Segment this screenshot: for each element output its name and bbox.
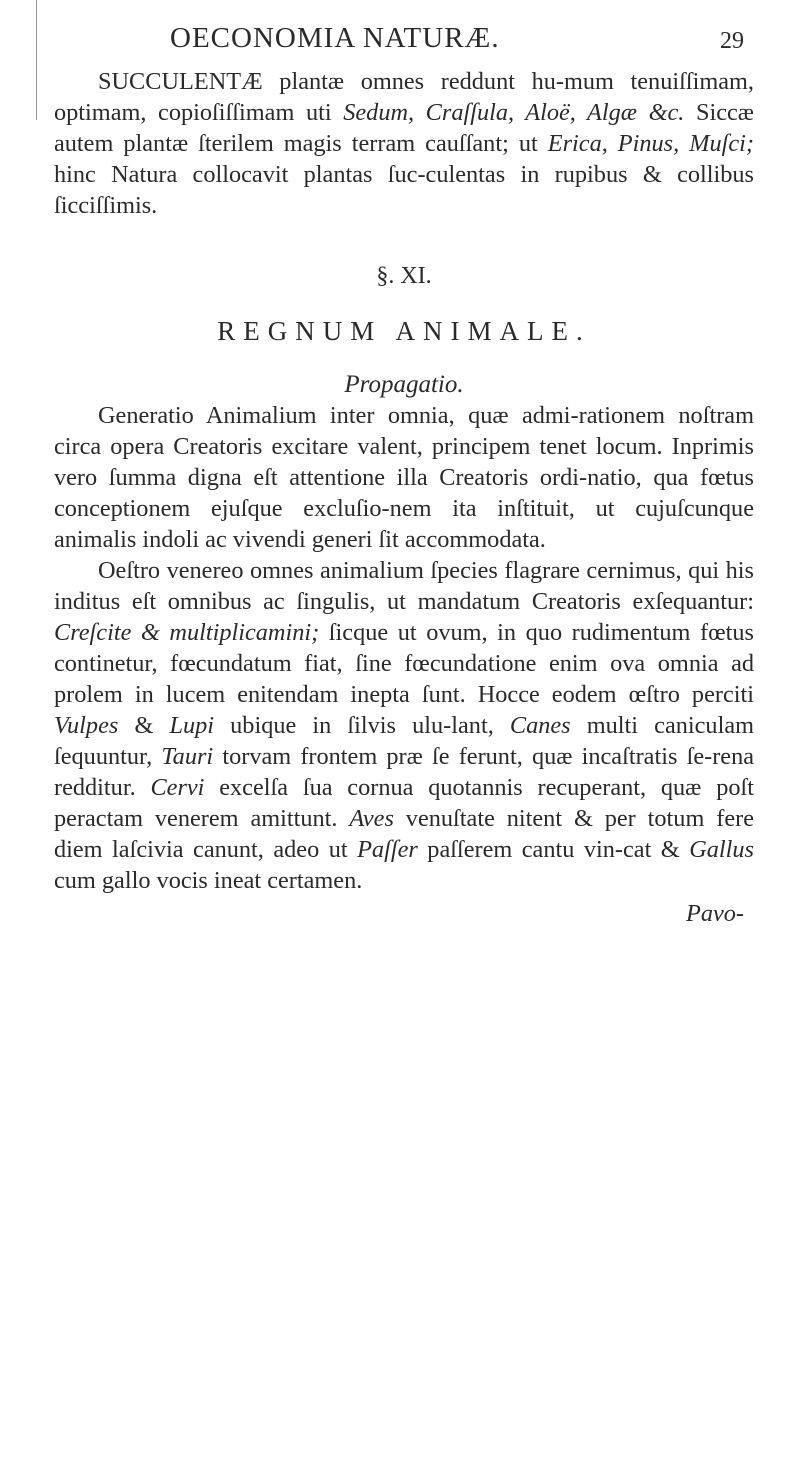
section-title: REGNUM ANIMALE. bbox=[217, 316, 591, 346]
section-subtitle: Propagatio. bbox=[344, 371, 464, 398]
text-segment: cum gallo vocis ineat certamen. bbox=[54, 867, 363, 894]
page-body bbox=[54, 66, 754, 929]
text-segment: torvam frontem præ ſe ferunt, quæ incaſtratis ſe-rena redditur. bbox=[54, 743, 754, 801]
italic-plant-names: Erica, Pinus, Muſci; bbox=[547, 130, 754, 157]
lead-word: SUCCULENTÆ bbox=[98, 68, 263, 95]
text-segment: ubique in ſilvis ulu-lant, bbox=[214, 712, 510, 739]
text-segment: plantæ omnes reddunt hu-mum tenuiſſimam, optimam, copioſiſſimam uti bbox=[54, 68, 754, 126]
text-segment: Siccæ autem plantæ ſterilem magis terram cauſſant; ut bbox=[54, 99, 754, 157]
paragraph-generatio: Generatio Animalium inter omnia, quæ admi-rationem noſtram circa opera Creatoris excitare valent, principem tenet locum. Inprimis vero ſumma digna eſt attentione illa Creatoris ordi-natio, qua fœtus conceptionem ejuſque excluſio-nem ita inſtituit, ut cujuſcunque animalis indoli ac vivendi generi ſit accommodata. bbox=[54, 402, 754, 553]
catchword: Pavo- bbox=[685, 900, 744, 927]
paragraph-succulentae bbox=[54, 66, 754, 221]
paragraph-oestro bbox=[54, 555, 754, 896]
italic-plant-names: Sedum, Craſſula, Aloë, Algæ &c. bbox=[343, 99, 685, 126]
text-segment: ſicque ut ovum, in quo rudimentum fœtus continetur, fœcundatum fiat, ſine fœcundatione enim ova omnia ad prolem in lucem enitendam inepta ſunt. Hocce eodem œſtro perciti bbox=[54, 619, 754, 708]
italic-animal: Canes bbox=[509, 712, 571, 739]
italic-quote: Creſcite & multiplicamini; bbox=[54, 619, 320, 646]
italic-animal: Vulpes bbox=[54, 712, 119, 739]
text-segment: venuſtate nitent & per totum fere diem laſcivia canunt, adeo ut bbox=[54, 805, 754, 863]
section-number: §. XI. bbox=[376, 263, 432, 289]
text-segment: & bbox=[118, 712, 170, 739]
running-title: OECONOMIA NATURÆ. bbox=[170, 22, 500, 54]
italic-animal: Aves bbox=[349, 805, 394, 832]
italic-animal: Gallus bbox=[689, 836, 754, 863]
italic-animal: Tauri bbox=[161, 743, 214, 770]
italic-animal: Lupi bbox=[169, 712, 215, 739]
running-head bbox=[0, 14, 800, 58]
text-segment: multi caniculam ſequuntur, bbox=[54, 712, 755, 770]
italic-animal: Paſſer bbox=[357, 836, 418, 863]
text-segment: excelſa ſua cornua quotannis recuperant, quæ poſt peractam venerem amittunt. bbox=[54, 774, 754, 832]
text-segment: hinc Natura collocavit plantas ſuc-culentas in rupibus & collibus ſicciſſimis. bbox=[54, 161, 754, 219]
page-number: 29 bbox=[720, 28, 744, 54]
text-segment: paſſerem cantu vin-cat & bbox=[417, 836, 690, 863]
italic-animal: Cervi bbox=[150, 774, 205, 801]
text-segment: Oeſtro venereo omnes animalium ſpecies flagrare cernimus, qui his inditus eſt omnibus ac ſingulis, ut mandatum Creatoris exſequantur: bbox=[54, 557, 754, 615]
